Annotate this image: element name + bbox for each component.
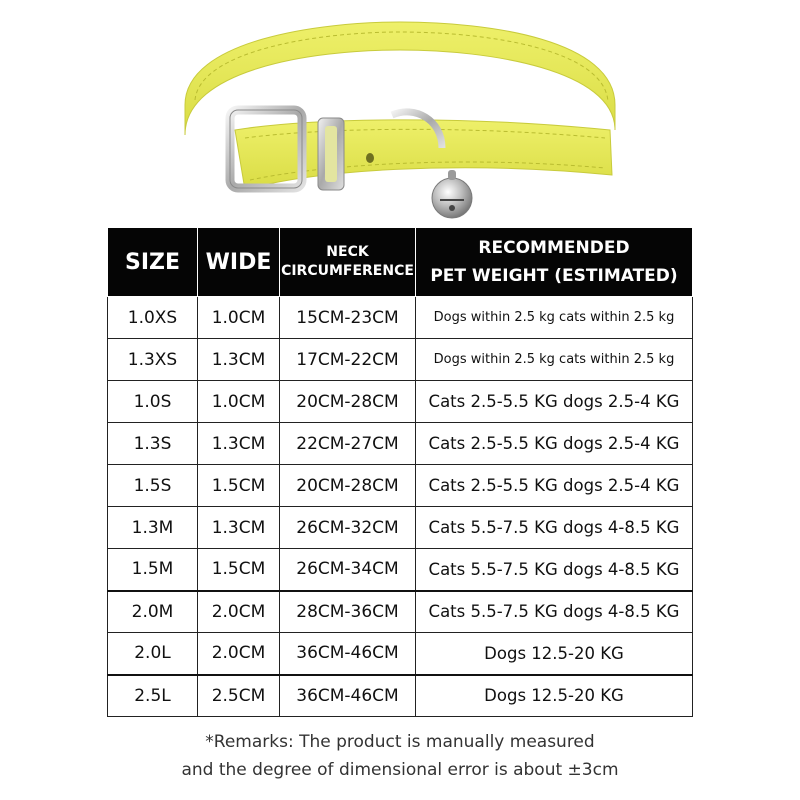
cell-size: 1.0S: [108, 381, 198, 423]
table-row: [108, 339, 693, 381]
cell-size: 1.5M: [108, 549, 198, 591]
cell-size: 1.5S: [108, 465, 198, 507]
table-row: [108, 381, 693, 423]
header-wide: WIDE: [198, 228, 280, 297]
cell-weight: Cats 2.5-5.5 KG dogs 2.5-4 KG: [416, 381, 693, 423]
collar-product-image: [160, 10, 640, 220]
cell-wide: 1.5CM: [198, 465, 280, 507]
collar-back-band: [185, 22, 615, 135]
cell-neck: 22CM-27CM: [280, 423, 416, 465]
cell-size: 2.0M: [108, 591, 198, 633]
table-header-row: [108, 228, 693, 297]
cell-size: 1.3XS: [108, 339, 198, 381]
cell-neck: 26CM-32CM: [280, 507, 416, 549]
remarks-line1: *Remarks: The product is manually measured: [205, 732, 595, 752]
header-neck-circumference: [280, 228, 416, 297]
header-weight-line1: RECOMMENDED: [478, 238, 630, 258]
cell-weight: Cats 2.5-5.5 KG dogs 2.5-4 KG: [416, 465, 693, 507]
cell-wide: 1.3CM: [198, 423, 280, 465]
cell-wide: 1.0CM: [198, 297, 280, 339]
cell-neck: 26CM-34CM: [280, 549, 416, 591]
cell-weight: Dogs 12.5-20 KG: [416, 633, 693, 675]
cell-weight: Cats 5.5-7.5 KG dogs 4-8.5 KG: [416, 549, 693, 591]
cell-weight: Cats 5.5-7.5 KG dogs 4-8.5 KG: [416, 591, 693, 633]
cell-weight: Dogs 12.5-20 KG: [416, 675, 693, 717]
cell-wide: 1.3CM: [198, 339, 280, 381]
cell-weight: Cats 5.5-7.5 KG dogs 4-8.5 KG: [416, 507, 693, 549]
cell-weight: Cats 2.5-5.5 KG dogs 2.5-4 KG: [416, 423, 693, 465]
cell-wide: 1.5CM: [198, 549, 280, 591]
cell-neck: 20CM-28CM: [280, 381, 416, 423]
table-row: [108, 507, 693, 549]
cell-wide: 2.0CM: [198, 591, 280, 633]
table-row: [108, 465, 693, 507]
cell-size: 1.3S: [108, 423, 198, 465]
table-row: [108, 633, 693, 675]
remarks-note: [0, 728, 800, 784]
cell-neck: 15CM-23CM: [280, 297, 416, 339]
cell-wide: 2.0CM: [198, 633, 280, 675]
cell-weight: Dogs within 2.5 kg cats within 2.5 kg: [416, 339, 693, 381]
header-neck-line1: NECK: [326, 244, 369, 260]
remarks-line2: and the degree of dimensional error is about ±3cm: [181, 760, 619, 780]
cell-weight: Dogs within 2.5 kg cats within 2.5 kg: [416, 297, 693, 339]
cell-wide: 1.3CM: [198, 507, 280, 549]
header-recommended-weight: [416, 228, 693, 297]
cell-neck: 28CM-36CM: [280, 591, 416, 633]
size-chart-table: [107, 227, 693, 717]
cell-size: 1.3M: [108, 507, 198, 549]
cell-neck: 36CM-46CM: [280, 633, 416, 675]
cell-size: 2.5L: [108, 675, 198, 717]
header-size: SIZE: [108, 228, 198, 297]
cell-wide: 2.5CM: [198, 675, 280, 717]
cell-wide: 1.0CM: [198, 381, 280, 423]
table-row: [108, 423, 693, 465]
cell-neck: 17CM-22CM: [280, 339, 416, 381]
cell-size: 2.0L: [108, 633, 198, 675]
bell: [432, 178, 472, 218]
header-neck-line2: CIRCUMFERENCE: [281, 263, 414, 279]
table-row: [108, 591, 693, 633]
header-weight-line2: PET WEIGHT (ESTIMATED): [430, 266, 678, 286]
cell-neck: 36CM-46CM: [280, 675, 416, 717]
table-row: [108, 675, 693, 717]
table-row: [108, 297, 693, 339]
cell-size: 1.0XS: [108, 297, 198, 339]
table-row: [108, 549, 693, 591]
collar-front-band: [235, 120, 612, 190]
cell-neck: 20CM-28CM: [280, 465, 416, 507]
